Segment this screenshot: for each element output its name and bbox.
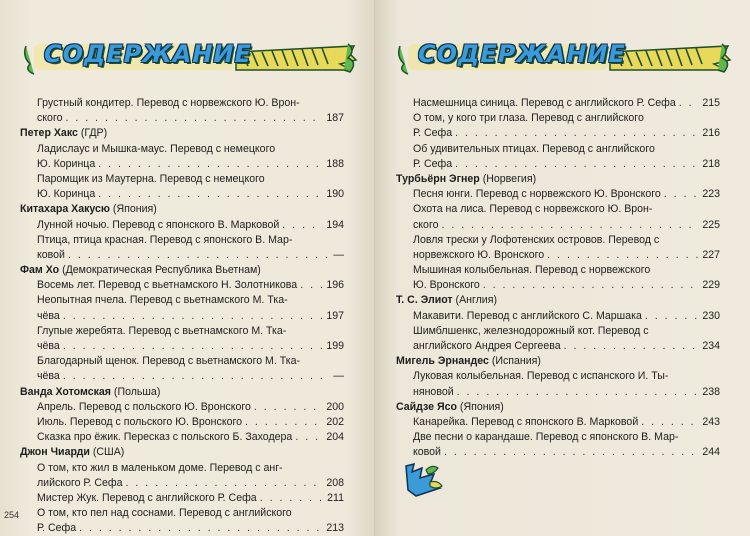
dot-leader — [547, 248, 699, 263]
entry-title: няновой — [413, 385, 454, 398]
dot-leader — [641, 415, 699, 430]
toc-left-column — [20, 96, 344, 536]
entry-page-number: 218 — [702, 157, 720, 170]
entry-page-number: — — [333, 370, 344, 383]
author-name: Джон Чиарди — [20, 446, 90, 459]
toc-author-heading — [20, 385, 344, 400]
toc-entry — [20, 491, 344, 506]
dot-leader — [455, 157, 699, 172]
author-country: (Норвегия) — [479, 172, 537, 185]
toc-author-heading — [20, 202, 344, 217]
toc-entry-line — [20, 506, 344, 521]
toc-entry — [396, 96, 720, 111]
entry-page-number: 238 — [702, 385, 720, 398]
entry-page-number: 208 — [326, 476, 344, 489]
author-country: (ГДР) — [77, 127, 108, 140]
author-name: Китахара Хакусю — [20, 203, 110, 216]
author-name: Фам Хо — [20, 264, 60, 277]
entry-title: Мистер Жук. Перевод с английского Р. Сефа — [37, 491, 257, 504]
dot-leader — [245, 415, 323, 430]
toc-entry — [20, 278, 344, 293]
entry-page-number: 225 — [702, 218, 720, 231]
dot-leader — [98, 187, 323, 202]
entry-title: Ю. Коринца — [37, 188, 96, 201]
entry-title: Паромщик из Маутерна. Перевод с немецкого — [37, 172, 265, 185]
entry-title: Канарейка. Перевод с японского В. Марковой — [413, 415, 639, 428]
entry-title: Р. Сефа — [413, 127, 453, 140]
toc-entry — [396, 218, 720, 233]
entry-title: чёва — [37, 309, 60, 322]
entry-title: Р. Сефа — [37, 522, 77, 535]
left-header — [22, 36, 362, 80]
toc-entry — [396, 339, 720, 354]
toc-entry-line — [396, 369, 720, 384]
entry-title: Р. Сефа — [413, 157, 453, 170]
entry-page-number: 190 — [326, 188, 344, 201]
entry-page-number: 230 — [702, 309, 720, 322]
bird-ornament-icon — [400, 460, 446, 500]
toc-entry-line — [396, 142, 720, 157]
dot-leader — [68, 248, 330, 263]
dot-leader — [260, 491, 324, 506]
entry-title: английского Андрея Сергеева — [413, 340, 561, 352]
author-country: (Испания) — [488, 355, 541, 368]
toc-entry — [396, 278, 720, 293]
entry-page-number: 194 — [326, 218, 344, 231]
dot-leader — [63, 309, 324, 324]
dot-leader — [254, 400, 323, 415]
entry-title: Апрель. Перевод с польского Ю. Вронского — [37, 400, 251, 413]
toc-entry-line — [20, 172, 344, 187]
entry-page-number: 196 — [326, 279, 344, 292]
entry-title: чёва — [37, 370, 60, 383]
dot-leader — [98, 157, 323, 172]
toc-entry-line — [396, 263, 720, 278]
dot-leader — [441, 218, 699, 233]
entry-title: О том, у кого три глаза. Перевод с английского — [413, 112, 644, 125]
toc-entry — [396, 385, 720, 400]
entry-title: ковой — [37, 248, 65, 261]
dot-leader — [126, 476, 324, 491]
entry-title: Сказка про ёжик. Пересказ с польского Б. Заходера — [37, 431, 293, 444]
toc-entry-line — [20, 324, 344, 339]
entry-page-number: 199 — [326, 340, 344, 352]
entry-page-number: 197 — [326, 309, 344, 322]
entry-title: Макавити. Перевод с английского С. Маршака — [413, 309, 642, 322]
author-name: Сайдзе Ясо — [396, 400, 457, 413]
entry-title: Птица, птица красная. Перевод с японского В. Мар- — [37, 233, 293, 246]
dot-leader — [295, 430, 323, 445]
toc-entry — [396, 157, 720, 172]
entry-title: О том, кто пел над соснами. Перевод с английского — [37, 507, 292, 520]
entry-page-number: 243 — [702, 415, 720, 428]
toc-entry — [396, 187, 720, 202]
right-page — [376, 0, 750, 536]
toc-entry — [20, 476, 344, 491]
toc-entry — [20, 430, 344, 445]
dot-leader — [79, 521, 323, 536]
dot-leader — [483, 278, 700, 293]
dot-leader — [63, 339, 324, 354]
entry-page-number: 200 — [326, 400, 344, 413]
toc-entry — [20, 415, 344, 430]
author-name: Ванда Хотомская — [20, 385, 111, 398]
entry-page-number: 211 — [327, 491, 344, 504]
entry-title: Ловля трески у Лофотенских островов. Перевод с — [413, 233, 660, 246]
entry-title: Мышиная колыбельная. Перевод с норвежского — [413, 264, 651, 277]
dot-leader — [679, 96, 700, 111]
entry-title: Неопытная пчела. Перевод с вьетнамского М. Тка- — [37, 294, 288, 307]
dot-leader — [63, 369, 331, 384]
entry-title: ского — [413, 218, 439, 231]
author-country: (Польша) — [110, 385, 161, 398]
right-header-title: СОДЕРЖАНИЕ — [418, 40, 626, 68]
author-country: (США) — [89, 446, 125, 459]
toc-entry-line — [20, 96, 344, 111]
entry-title: Ю. Вронского — [413, 279, 480, 292]
entry-title: Песня юнги. Перевод с норвежского Ю. Вронского — [413, 188, 661, 201]
toc-entry-line — [20, 354, 344, 369]
toc-entry-line — [20, 461, 344, 476]
toc-entry — [396, 445, 720, 460]
dot-leader — [444, 445, 699, 460]
entry-page-number: 223 — [702, 188, 720, 201]
entry-title: О том, кто жил в маленьком доме. Перевод с анг- — [37, 461, 283, 474]
entry-title: лийского Р. Сефа — [37, 476, 123, 489]
entry-title: ского — [37, 112, 63, 125]
toc-entry — [396, 126, 720, 141]
entry-page-number: 188 — [326, 157, 344, 170]
toc-author-heading — [20, 126, 344, 141]
dot-leader — [65, 111, 323, 126]
dot-leader — [457, 385, 700, 400]
toc-entry — [20, 248, 344, 263]
entry-title: Благодарный щенок. Перевод с вьетнамского М. Тка- — [37, 355, 301, 368]
entry-page-number: 202 — [326, 415, 344, 428]
toc-entry-line — [396, 324, 720, 339]
author-name: Т. С. Элиот — [396, 294, 453, 307]
page-number-left: 254 — [4, 510, 20, 520]
entry-title: Лунной ночью. Перевод с японского В. Марковой — [37, 218, 280, 231]
toc-entry-line — [20, 233, 344, 248]
toc-author-heading — [20, 445, 344, 460]
entry-title: Об удивительных птицах. Перевод с английского — [413, 142, 655, 155]
toc-entry — [396, 248, 720, 263]
author-country: (Япония) — [109, 203, 157, 216]
right-header — [396, 36, 736, 80]
entry-page-number: 234 — [702, 340, 720, 352]
dot-leader — [282, 218, 323, 233]
entry-page-number: 204 — [326, 431, 344, 444]
toc-entry — [20, 187, 344, 202]
toc-author-heading — [396, 400, 720, 415]
entry-page-number: 244 — [702, 446, 720, 459]
entry-page-number: 187 — [326, 112, 344, 125]
dot-leader — [645, 309, 699, 324]
toc-entry — [20, 369, 344, 384]
entry-page-number: 216 — [702, 127, 720, 140]
toc-entry — [20, 111, 344, 126]
entry-title: Шимблшенкс, железнодорожный кот. Перевод с — [413, 324, 649, 337]
toc-entry — [20, 400, 344, 415]
toc-entry — [396, 415, 720, 430]
toc-entry — [20, 339, 344, 354]
entry-title: Июль. Перевод с польского Ю. Вронского — [37, 415, 242, 428]
toc-author-heading — [20, 263, 344, 278]
author-country: (Демократическая Республика Вьетнам) — [59, 264, 261, 277]
entry-title: ковой — [413, 446, 441, 459]
dot-leader — [564, 339, 700, 354]
toc-entry — [20, 157, 344, 172]
toc-entry — [396, 309, 720, 324]
entry-title: Ю. Коринца — [37, 157, 96, 170]
entry-page-number: 215 — [702, 97, 720, 109]
entry-title: Восемь лет. Перевод с вьетнамского Н. Золотникова — [37, 279, 298, 292]
toc-author-heading — [396, 293, 720, 308]
entry-title: Две песни о карандаше. Перевод с японского В. Мар- — [413, 431, 679, 444]
author-country: (Англия) — [452, 294, 497, 307]
toc-entry-line — [20, 293, 344, 308]
entry-page-number: 213 — [326, 522, 344, 535]
entry-title: Глупые жеребята. Перевод с вьетнамского М. Тка- — [37, 324, 287, 337]
toc-entry-line — [396, 111, 720, 126]
entry-page-number: 229 — [702, 279, 720, 292]
dot-leader — [664, 187, 700, 202]
entry-page-number: — — [333, 248, 344, 261]
toc-entry — [20, 218, 344, 233]
entry-title: Грустный кондитер. Перевод с норвежского Ю. Врон- — [37, 97, 300, 109]
entry-title: чёва — [37, 340, 60, 352]
entry-title: Луковая колыбельная. Перевод с испанского И. Ты- — [413, 370, 669, 383]
author-name: Петер Хакс — [20, 127, 78, 140]
entry-title: Насмешница синица. Перевод с английского Р. Сефа — [413, 97, 676, 109]
left-header-title: СОДЕРЖАНИЕ — [44, 40, 252, 68]
toc-author-heading — [396, 172, 720, 187]
author-name: Турбьёрн Эгнер — [396, 172, 480, 185]
entry-title: Ладислаус и Мышка-маус. Перевод с немецкого — [37, 142, 276, 155]
dot-leader — [455, 126, 699, 141]
toc-entry-line — [396, 430, 720, 445]
author-name: Мигель Эрнандес — [396, 355, 489, 368]
toc-author-heading — [396, 354, 720, 369]
toc-entry-line — [396, 233, 720, 248]
entry-page-number: 227 — [702, 248, 720, 261]
entry-title: норвежского Ю. Вронского — [413, 248, 545, 261]
entry-title: Охота на лиса. Перевод с норвежского Ю. Врон- — [413, 203, 653, 216]
toc-right-column — [396, 96, 720, 461]
toc-entry-line — [20, 142, 344, 157]
toc-entry-line — [396, 202, 720, 217]
toc-entry — [20, 309, 344, 324]
toc-entry — [20, 521, 344, 536]
author-country: (Япония) — [456, 400, 504, 413]
dot-leader — [300, 278, 323, 293]
